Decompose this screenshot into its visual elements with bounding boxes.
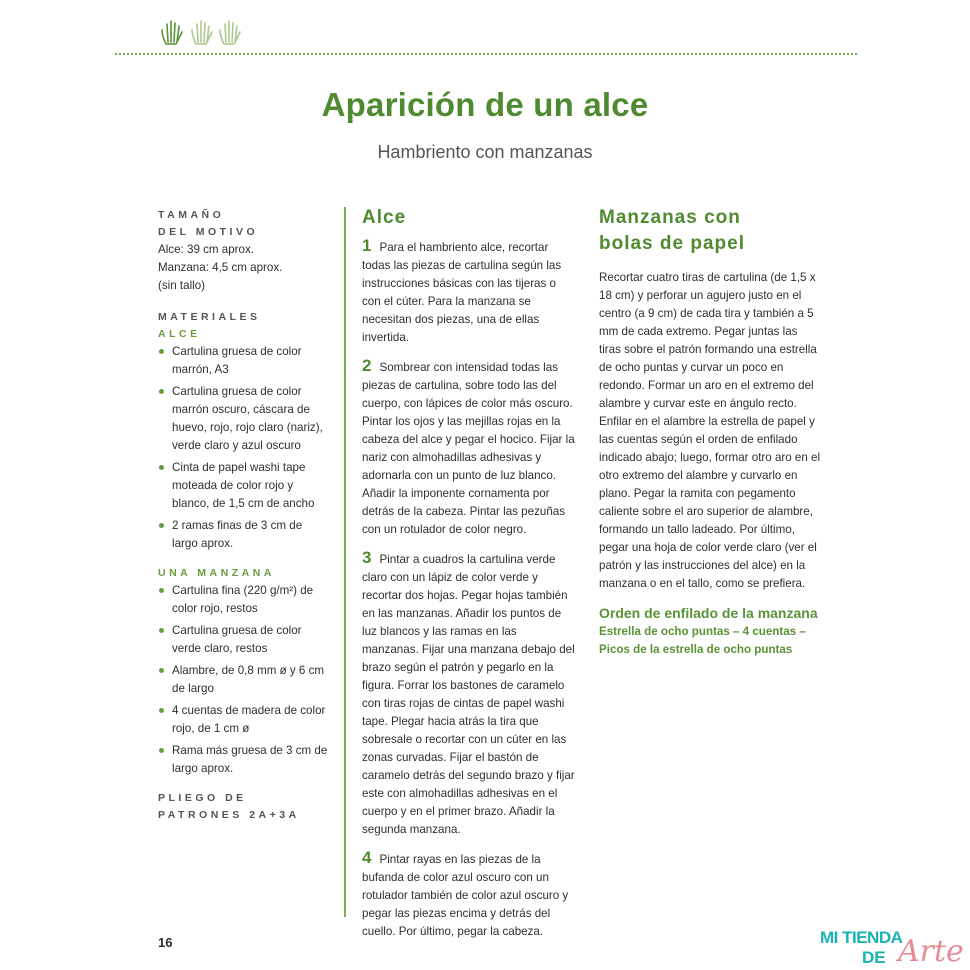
instruction-step xyxy=(362,357,576,539)
brand-script: Arte xyxy=(898,934,964,969)
alce-instructions xyxy=(362,205,576,951)
page-number: 16 xyxy=(158,935,173,950)
materials-heading: MATERIALES xyxy=(158,311,261,323)
manzanas-body: Recortar cuatro tiras de cartulina (de 1,5 x 18 cm) y perforar un agujero justo en el centro (a 9 cm) de cada tira y también a 5 mm de cada extremo. Pegar juntas las tiras sobre el patrón formando una estrella de ocho puntas y curvar un poco en redondo. Formar un aro en el extremo del alambre y curvar este en ángulo recto. Enfilar en el alambre la estrella de papel y las cuentas según el orden de enfilado indicado abajo; luego, formar otro aro en el otro extremo del alambre y curvarlo en plano. Pegar la ramita con pegamento caliente sobre el aro superior de alambre, formando un tallo ladeado. Por último, pegar una hoja de color verde claro (ver el patrón y las instrucciones del alce) en la manzana o en el tallo, como se prefiera. xyxy=(599,271,821,590)
subtitle-text: Hambriento con manzanas xyxy=(377,142,593,162)
manzana-materials-heading: UNA MANZANA xyxy=(158,567,275,579)
list-item: 4 cuentas de madera de color rojo, de 1 cm ø xyxy=(158,702,328,738)
list-item: Rama más gruesa de 3 cm de largo aprox. xyxy=(158,742,328,778)
list-item: Cartulina gruesa de color marrón, A3 xyxy=(158,343,328,379)
brand-line1: MI TIENDA xyxy=(820,928,903,947)
order-line: Estrella de ocho puntas – 4 cuentas – xyxy=(599,625,806,638)
manzanas-heading-line1: Manzanas con xyxy=(599,207,741,228)
brand-line2: DE xyxy=(862,948,886,967)
page-title: Aparición de un alce xyxy=(321,86,649,123)
alce-materials-heading: ALCE xyxy=(158,328,201,340)
column-divider xyxy=(344,207,346,917)
list-item: Cartulina fina (220 g/m²) de color rojo, restos xyxy=(158,582,328,618)
list-item: Alambre, de 0,8 mm ø y 6 cm de largo xyxy=(158,662,328,698)
list-item: Cinta de papel washi tape moteada de color rojo y blanco, de 1,5 cm de ancho xyxy=(158,459,328,513)
size-line: Manzana: 4,5 cm aprox. xyxy=(158,261,283,274)
order-title: Orden de enfilado de la manzana xyxy=(599,605,818,621)
list-item: Cartulina gruesa de color marrón oscuro, cáscara de huevo, rojo, rojo claro (nariz), verde claro y azul oscuro xyxy=(158,383,328,455)
size-line: (sin tallo) xyxy=(158,279,206,292)
instruction-step xyxy=(362,549,576,839)
pliego-heading-line1: PLIEGO DE xyxy=(158,792,247,804)
list-item: 2 ramas finas de 3 cm de largo aprox. xyxy=(158,517,328,553)
size-heading-line2: DEL MOTIVO xyxy=(158,226,259,238)
size-heading-line1: TAMAÑO xyxy=(158,209,225,221)
step-number: 4 xyxy=(362,848,372,867)
step-number: 2 xyxy=(362,356,372,375)
manzanas-heading-line2: bolas de papel xyxy=(599,233,745,254)
instruction-step xyxy=(362,237,576,347)
dotted-divider xyxy=(115,53,857,55)
step-text: Para el hambriento alce, recortar todas las piezas de cartulina según las instrucciones básicas con las tijeras o con el cúter. Para la manzana se necesitan dos piezas, una de ellas invertida. xyxy=(362,241,562,344)
manzanas-instructions xyxy=(599,205,821,659)
order-line: Picos de la estrella de ocho puntas xyxy=(599,643,793,656)
list-item: Cartulina gruesa de color verde claro, restos xyxy=(158,622,328,658)
step-text: Sombrear con intensidad todas las piezas de cartulina, sobre todo las del cuerpo, con lápices de color más oscuro. Pintar los ojos y las mejillas rojas en la cabeza del alce y pegar el hocico. Fijar la nariz con almohadillas adhesivas y adornarla con un punto de luz blanco. Añadir la imponente cornamenta por detrás de la cabeza. Pintar las pezuñas con un rotulador de color negro. xyxy=(362,361,575,536)
materials-sidebar xyxy=(158,207,328,824)
brand-logo xyxy=(820,928,970,970)
pliego-heading-line2: PATRONES 2A+3A xyxy=(158,809,300,821)
instruction-step xyxy=(362,849,576,941)
step-number: 3 xyxy=(362,548,372,567)
size-line: Alce: 39 cm aprox. xyxy=(158,243,255,256)
hands-logo-icon xyxy=(158,16,248,48)
alce-heading: Alce xyxy=(362,207,407,228)
page-subtitle xyxy=(0,142,970,163)
step-number: 1 xyxy=(362,236,372,255)
step-text: Pintar a cuadros la cartulina verde claro con un lápiz de color verde y recortar dos hojas. Pegar hojas también en las manzanas. Añadir los puntos de luz blancos y las ramas en las manzanas. Fijar una manzana debajo del brazo según el patrón y pegarlo en la figura. Forrar los bastones de caramelo con tiras rojas de cintas de papel washi tape. Plegar hacia atrás la tira que sobresale o recortar con un cúter en las zonas curvadas. Fijar el bastón de caramelo detrás del segundo brazo y fijar este con almohadillas adhesivas en el cuerpo y en el primer brazo. Añadir la segunda manzana. xyxy=(362,553,575,836)
step-text: Pintar rayas en las piezas de la bufanda de color azul oscuro con un rotulador también de color azul oscuro y pegar las piezas encima y detrás del cuello. Por último, pegar la cabeza. xyxy=(362,853,569,938)
